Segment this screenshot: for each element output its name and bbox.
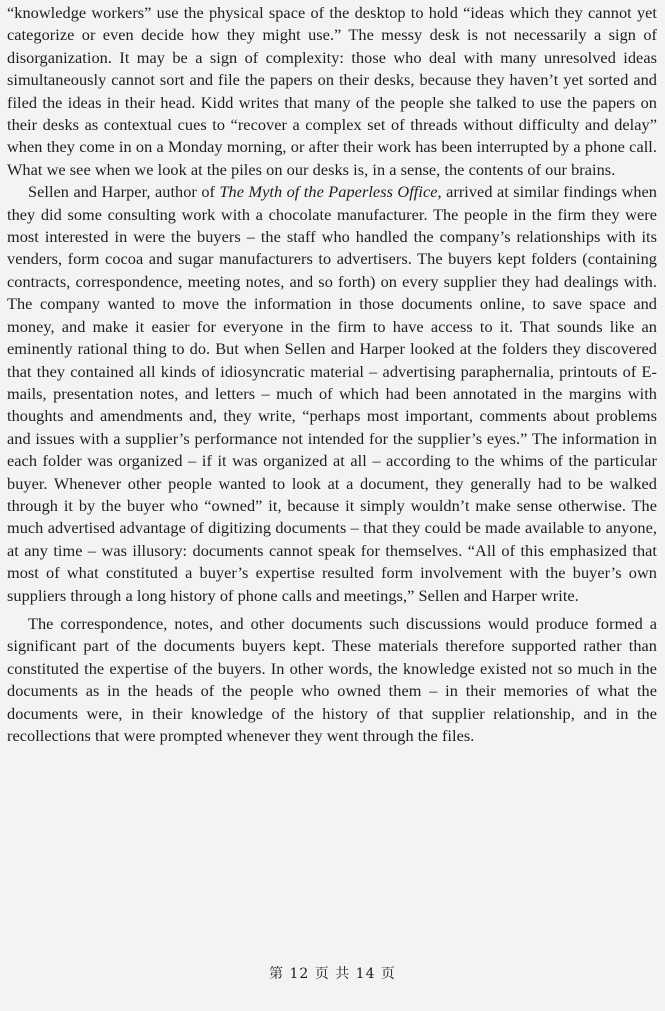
paragraph-2	[7, 181, 657, 607]
page-number-footer: 第 12 页 共 14 页	[269, 966, 396, 982]
paragraph-3: The correspondence, notes, and other documents such discussions would produce formed a significant part of the documents buyers kept. These materials therefore supported rather than constituted the expertise of the buyers. In other words, the knowledge existed not so much in the documents as in the heads of the people who owned them – in their memories of what the documents were, in their knowledge of the history of that supplier relationship, and in the recollections that were prompted whenever they went through the files.	[7, 613, 657, 745]
book-title: The Myth of the Paperless Office	[219, 182, 438, 202]
body-text	[7, 2, 657, 747]
paragraph-2-rest: , arrived at similar findings when they did some consulting work with a chocolate manufacturer. The people in the firm they were most interested in were the buyers – the staff who handled the company’s relationships with its venders, form cocoa and sugar manufacturers to advertisers. The buyers kept folders (containing contracts, correspondence, meeting notes, and so forth) on every supplier they had dealings with. The company wanted to move the information in those documents online, to save space and money, and make it easier for everyone in the firm to have access to it. That sounds like an eminently rational thing to do. But when Sellen and Harper looked at the folders they discovered that they contained all kinds of idiosyncratic material – advertising paraphernalia, printouts of E-mails, presentation notes, and letters – much of which had been annotated in the margins with thoughts and amendments and, they write, “perhaps most important, comments about problems and issues with a supplier’s performance not intended for the supplier’s eyes.” The information in each folder was organized – if it was organized at all – according to the whims of the particular buyer. Whenever other people wanted to look at a document, they generally had to be walked through it by the buyer who “owned” it, because it simply wouldn’t make sense otherwise. The much advertised advantage of digitizing documents – that they could be made available to anyone, at any time – was illusory: documents cannot speak for themselves. “All of this emphasized that most of what constituted a buyer’s expertise resulted form involvement with the buyer’s own suppliers through a long history of phone calls and meetings,” Sellen and Harper write.	[7, 182, 657, 605]
paragraph-1: “knowledge workers” use the physical space of the desktop to hold “ideas which they cannot yet categorize or even decide how they might use.” The messy desk is not necessarily a sign of disorganization. It may be a sign of complexity: those who deal with many unresolved ideas simultaneously cannot sort and file the papers on their desks, because they haven’t yet sorted and filed the ideas in their head. Kidd writes that many of the people she talked to use the papers on their desks as contextual cues to “recover a complex set of threads without difficulty and delay” when they come in on a Monday morning, or after their work has been interrupted by a phone call. What we see when we look at the piles on our desks is, in a sense, the contents of our brains.	[7, 3, 657, 179]
paragraph-2-lead: Sellen and Harper, author of	[28, 182, 220, 202]
